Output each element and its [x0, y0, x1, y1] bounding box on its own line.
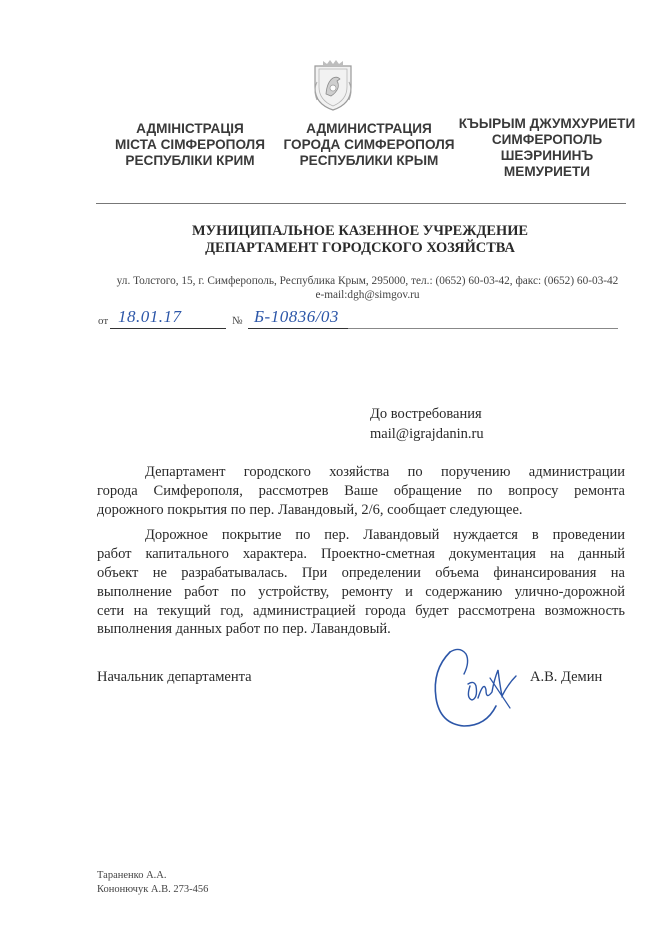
admin-qt-line: ШЕЭРИНИНЪ [500, 148, 594, 163]
number-label: № [232, 315, 243, 327]
outgoing-number: Б-10836/03 [254, 307, 339, 326]
date-underline [110, 328, 226, 329]
body-paragraph-2 [97, 526, 625, 639]
admin-qt-line: СИМФЕРОПОЛЬ [491, 132, 603, 147]
paragraph-line: дорожного покрытия по пер. Лавандовый, 2/6, сообщает следующее. [97, 501, 523, 518]
paragraph-line: сети на текущий год, администрацией города будет рассмотрена возможность [97, 602, 625, 619]
paragraph-line: города Симферополя, рассмотрев Ваше обращение по вопросу ремонта [97, 482, 625, 499]
addressee-name: До востребования [370, 406, 482, 422]
admin-header-crimean-tatar [447, 116, 647, 180]
paragraph-line: объект не разрабатывалась. При определении объема финансирования на [97, 564, 625, 581]
contact-email: e-mail:dgh@simgov.ru [315, 289, 420, 301]
handwritten-signature [420, 640, 530, 735]
admin-header-ukrainian [90, 121, 290, 169]
paragraph-line: выполнения данных работ по пер. Лавандовый. [97, 621, 391, 638]
date-label: от [98, 315, 109, 327]
paragraph-line: работ капитального характера. Проектно-сметная документация на данный [97, 545, 625, 562]
signatory-title: Начальник департамента [97, 669, 252, 685]
organization-name: МУНИЦИПАЛЬНОЕ КАЗЕННОЕ УЧРЕЖДЕНИЕ [192, 223, 528, 239]
admin-ru-line: ГОРОДА СИМФЕРОПОЛЯ [283, 137, 455, 152]
admin-ru-line: АДМИНИСТРАЦИЯ [306, 121, 432, 136]
admin-uk-line: АДМІНІСТРАЦІЯ [136, 121, 244, 136]
admin-uk-line: РЕСПУБЛІКИ КРИМ [125, 153, 255, 168]
executor-line: Тараненко А.А. [97, 870, 167, 881]
admin-ru-line: РЕСПУБЛИКИ КРЫМ [299, 153, 439, 168]
header-divider [96, 203, 626, 204]
outgoing-date: 18.01.17 [118, 307, 182, 326]
contact-address: ул. Толстого, 15, г. Симферополь, Республика Крым, 295000, тел.: (0652) 60-03-42, факс: (0652) 60-03-42 [116, 275, 619, 287]
paragraph-line: выполнение работ по устройству, ремонту и содержанию улично-дорожной [97, 583, 625, 600]
admin-qt-line: КЪЫРЫМ ДЖУМХУРИЕТИ [458, 116, 636, 131]
admin-qt-line: МЕМУРИЕТИ [503, 164, 591, 179]
crimea-coat-of-arms-icon [311, 60, 355, 112]
admin-uk-line: МІСТА СІМФЕРОПОЛЯ [115, 137, 265, 152]
body-paragraph-1 [97, 463, 625, 520]
paragraph-line: Дорожное покрытие по пер. Лавандовый нуждается в проведении [145, 527, 625, 543]
signatory-name: А.В. Демин [530, 669, 603, 685]
admin-header-russian [269, 121, 469, 169]
number-underline [248, 328, 348, 329]
registration-divider [348, 328, 618, 329]
department-name: ДЕПАРТАМЕНТ ГОРОДСКОГО ХОЗЯЙСТВА [205, 240, 515, 256]
addressee-block [370, 404, 484, 444]
paragraph-line: Департамент городского хозяйства по поручению администрации [145, 464, 625, 480]
executor-line: Кононючук А.В. 273-456 [97, 884, 209, 895]
addressee-email: mail@igrajdanin.ru [370, 426, 484, 442]
registration-line [98, 308, 658, 332]
